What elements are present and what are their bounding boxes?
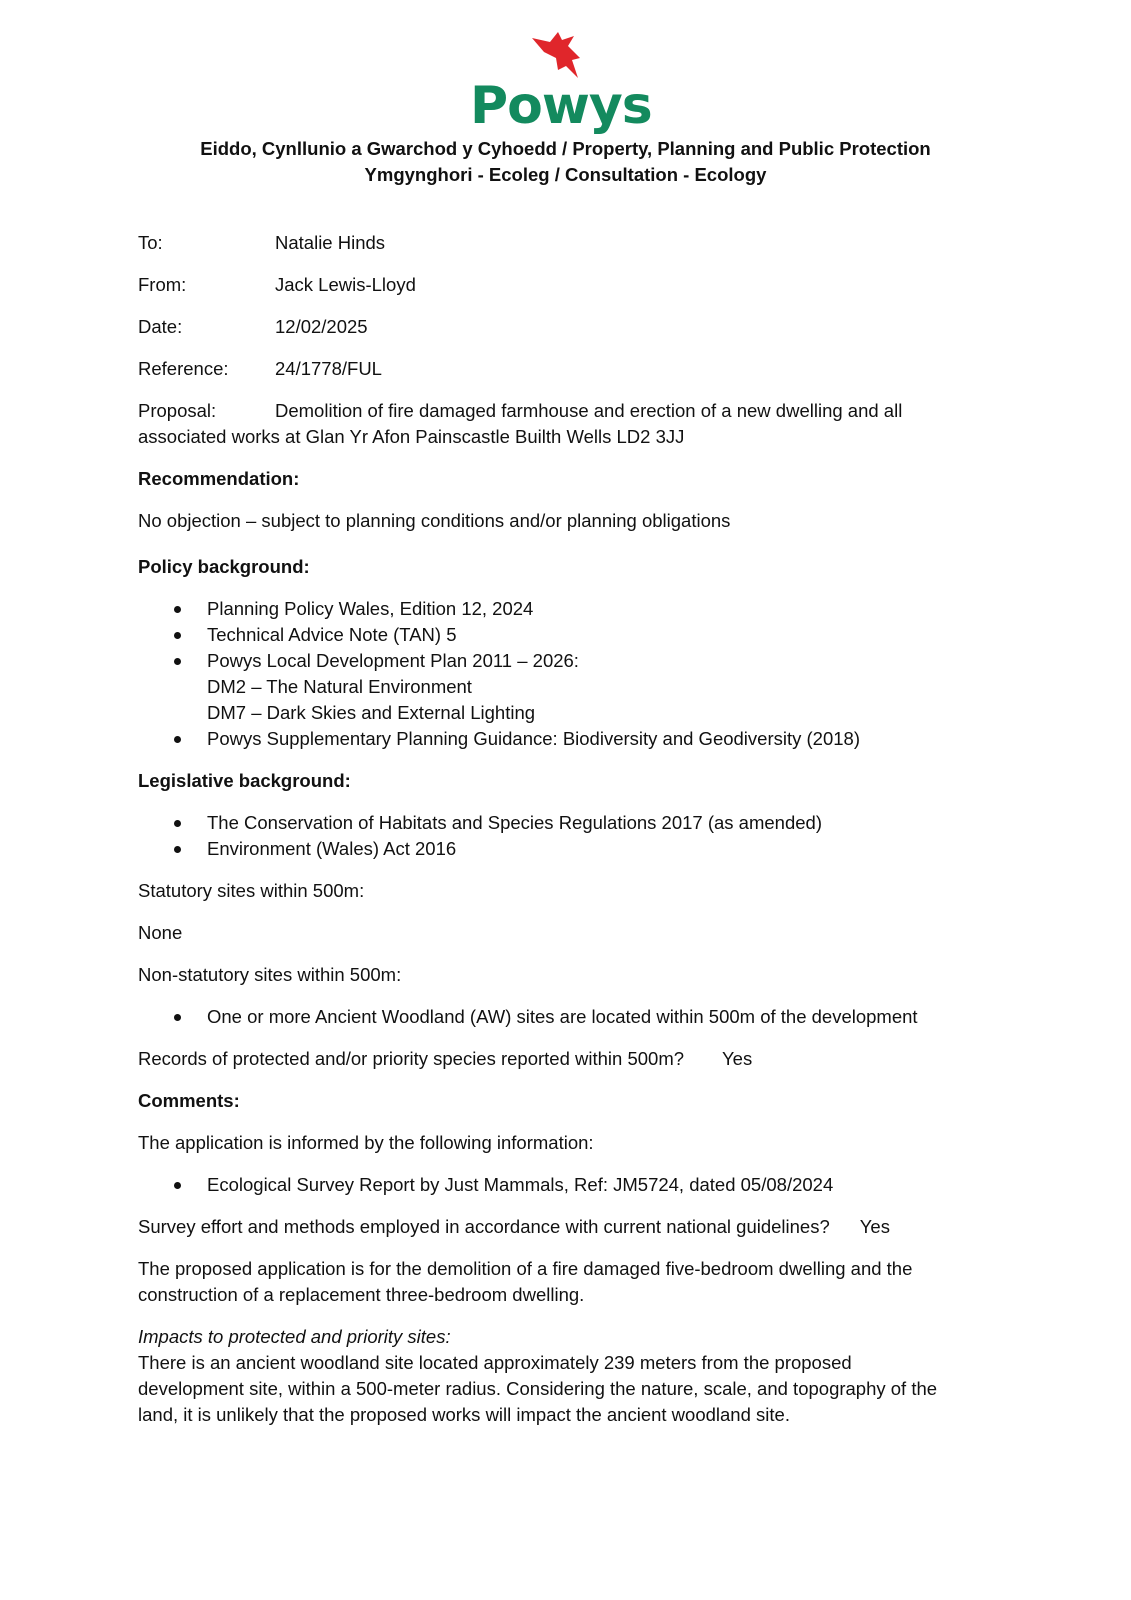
- list-item: Planning Policy Wales, Edition 12, 2024: [138, 596, 998, 622]
- records-question: Records of protected and/or priority species reported within 500m?: [138, 1048, 685, 1069]
- list-item: Technical Advice Note (TAN) 5: [138, 622, 998, 648]
- policy-heading: Policy background:: [138, 556, 310, 577]
- impacts-section: [138, 1324, 998, 1428]
- to-label: To:: [138, 232, 163, 253]
- recommendation-heading: Recommendation:: [138, 468, 300, 489]
- proposal-line-1: Demolition of fire damaged farmhouse and erection of a new dwelling and all: [275, 400, 903, 421]
- comments-heading: Comments:: [138, 1090, 240, 1111]
- list-item: Environment (Wales) Act 2016: [138, 836, 998, 862]
- survey-question: Survey effort and methods employed in accordance with current national guidelines?: [138, 1216, 830, 1237]
- proposal-line-2: associated works at Glan Yr Afon Painscastle Builth Wells LD2 3JJ: [138, 426, 685, 447]
- policy-subitem: DM7 – Dark Skies and External Lighting: [207, 702, 536, 723]
- proposal-block: [138, 398, 998, 450]
- list-item: Powys Supplementary Planning Guidance: Biodiversity and Geodiversity (2018): [138, 726, 998, 752]
- recommendation-text: No objection – subject to planning conditions and/or planning obligations: [138, 510, 731, 531]
- policy-list: [138, 596, 998, 752]
- list-item-text: Powys Local Development Plan 2011 – 2026:: [207, 650, 579, 671]
- statutory-sites-label: Statutory sites within 500m:: [138, 880, 365, 901]
- list-item: Ecological Survey Report by Just Mammals, Ref: JM5724, dated 05/08/2024: [138, 1172, 998, 1198]
- records-answer: Yes: [722, 1048, 753, 1069]
- paragraph-line: construction of a replacement three-bedroom dwelling.: [138, 1284, 585, 1305]
- paragraph-line: There is an ancient woodland site located approximately 239 meters from the proposed: [138, 1352, 852, 1373]
- comments-list: [138, 1172, 998, 1198]
- to-value: Natalie Hinds: [275, 232, 386, 253]
- memo-body: [138, 230, 998, 1428]
- statutory-sites-value: None: [138, 922, 183, 943]
- reference-label: Reference:: [138, 358, 229, 379]
- date-row: [138, 314, 998, 340]
- paragraph-line: The proposed application is for the demolition of a fire damaged five-bedroom dwelling and the: [138, 1258, 913, 1279]
- list-item: The Conservation of Habitats and Species Regulations 2017 (as amended): [138, 810, 998, 836]
- header-line-2: Ymgynghori - Ecoleg / Consultation - Ecology: [364, 164, 767, 185]
- logo-wordmark: Powys: [470, 76, 652, 136]
- paragraph-line: land, it is unlikely that the proposed works will impact the ancient woodland site.: [138, 1404, 790, 1425]
- survey-row: [138, 1214, 998, 1240]
- proposal-label: Proposal:: [138, 400, 217, 421]
- non-statutory-list: [138, 1004, 998, 1030]
- from-label: From:: [138, 274, 187, 295]
- list-item: One or more Ancient Woodland (AW) sites are located within 500m of the development: [138, 1004, 998, 1030]
- powys-logo: [470, 24, 670, 136]
- header-line-1: Eiddo, Cynllunio a Gwarchod y Cyhoedd / Property, Planning and Public Protection: [200, 138, 931, 159]
- records-row: [138, 1046, 998, 1072]
- survey-answer: Yes: [859, 1216, 890, 1237]
- document-header: [0, 136, 1131, 188]
- reference-value: 24/1778/FUL: [275, 358, 382, 379]
- from-value: Jack Lewis-Lloyd: [275, 274, 416, 295]
- proposal-paragraph: [138, 1256, 998, 1308]
- legislative-list: [138, 810, 998, 862]
- date-label: Date:: [138, 316, 183, 337]
- list-item: [138, 648, 998, 674]
- paragraph-line: development site, within a 500-meter radius. Considering the nature, scale, and topography of the: [138, 1378, 938, 1399]
- from-row: [138, 272, 998, 298]
- reference-row: [138, 356, 998, 382]
- non-statutory-sites-label: Non-statutory sites within 500m:: [138, 964, 402, 985]
- policy-subitem: DM2 – The Natural Environment: [207, 676, 472, 697]
- comments-intro: The application is informed by the following information:: [138, 1132, 594, 1153]
- legislative-heading: Legislative background:: [138, 770, 351, 791]
- date-value: 12/02/2025: [275, 316, 368, 337]
- to-row: [138, 230, 998, 256]
- impacts-heading: Impacts to protected and priority sites:: [138, 1326, 451, 1347]
